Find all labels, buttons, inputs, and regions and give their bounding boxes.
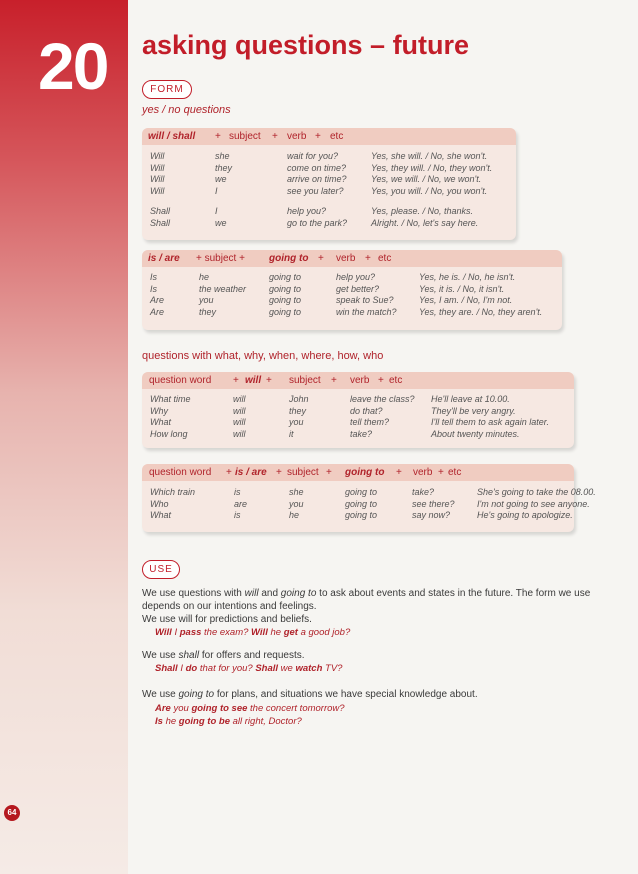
header-cell: + bbox=[272, 131, 278, 142]
header-cell: will / shall bbox=[148, 131, 196, 142]
header-cell: + bbox=[378, 375, 384, 386]
header-cell: subject bbox=[229, 131, 261, 142]
table-header bbox=[142, 372, 574, 389]
use-paragraph: We use going to for plans, and situations we have special knowledge about. bbox=[142, 689, 478, 700]
header-cell: + bbox=[365, 253, 371, 264]
header-cell: etc bbox=[448, 467, 462, 478]
header-cell: + bbox=[276, 467, 282, 478]
header-cell: is / are bbox=[235, 467, 267, 478]
header-cell: + bbox=[266, 375, 272, 386]
subhead-wh-questions: questions with what, why, when, where, how, who bbox=[142, 350, 384, 362]
header-cell: + bbox=[215, 131, 221, 142]
header-cell: question word bbox=[149, 375, 212, 386]
header-cell: + bbox=[438, 467, 444, 478]
table-question-word-going-to bbox=[142, 464, 596, 532]
table-row: Will she wait for you? Yes, she will. / No, she won't. bbox=[150, 151, 488, 161]
table-header bbox=[142, 128, 516, 145]
table-row: Who are you going to see there? I'm not going to see anyone. bbox=[150, 498, 590, 509]
header-cell: + bbox=[396, 467, 402, 478]
page-number: 64 bbox=[4, 805, 20, 821]
sidebar-band bbox=[0, 0, 128, 874]
header-cell: + bbox=[315, 131, 321, 142]
table-row: What will you tell them? I'll tell them to ask again later. bbox=[150, 417, 549, 427]
table-row: Are you going to speak to Sue? Yes, I am. / No, I'm not. bbox=[150, 295, 513, 305]
table-row: Which train is she going to take? She's going to take the 08.00. bbox=[150, 487, 596, 497]
header-cell: + bbox=[326, 467, 332, 478]
example-sentence: Shall I do that for you? Shall we watch TV? bbox=[155, 663, 343, 674]
page-title: asking questions – future bbox=[142, 30, 470, 60]
header-cell: + bbox=[318, 253, 324, 264]
table-row: What is he going to say now? He's going to apologize. bbox=[150, 510, 573, 520]
header-cell: question word bbox=[149, 467, 212, 478]
header-cell: subject bbox=[287, 467, 319, 478]
table-row: What time will John leave the class? He'll leave at 10.00. bbox=[150, 394, 510, 404]
use-paragraph: We use will for predictions and beliefs. bbox=[142, 614, 312, 625]
header-cell: + bbox=[331, 375, 337, 386]
use-label: USE bbox=[142, 560, 180, 579]
header-cell: verb bbox=[350, 375, 370, 386]
table-header bbox=[142, 464, 574, 481]
subhead-yes-no: yes / no questions bbox=[142, 104, 231, 116]
table-row: Is he going to help you? Yes, he is. / No, he isn't. bbox=[150, 272, 516, 282]
table-will-shall bbox=[142, 128, 516, 240]
table-row: Shall we go to the park? Alright. / No, let's say here. bbox=[150, 217, 479, 228]
header-cell: going to bbox=[345, 467, 385, 478]
header-cell: etc bbox=[330, 131, 344, 142]
header-cell: + bbox=[226, 467, 232, 478]
header-cell: will bbox=[245, 375, 262, 386]
table-row: Why will they do that? They'll be very angry. bbox=[150, 405, 516, 416]
table-question-word-will bbox=[142, 372, 574, 448]
header-cell: etc bbox=[378, 253, 392, 264]
example-sentence: Are you going to see the concert tomorrow? bbox=[155, 703, 345, 714]
use-paragraph: We use questions with will and going to to ask about events and states in the future. The form we use bbox=[142, 588, 591, 599]
table-row: Will we arrive on time? Yes, we will. / No, we won't. bbox=[150, 174, 482, 184]
table-header bbox=[142, 250, 562, 267]
table-row: Are they going to win the match? Yes, they are. / No, they aren't. bbox=[150, 306, 543, 317]
example-sentence: Will I pass the exam? Will he get a good job? bbox=[155, 627, 351, 638]
header-cell: verb bbox=[336, 253, 356, 264]
use-paragraph: depends on our intentions and feelings. bbox=[142, 601, 317, 612]
header-cell: going to bbox=[269, 253, 309, 264]
header-cell: verb bbox=[413, 467, 433, 478]
header-cell: verb bbox=[287, 131, 307, 142]
example-sentence: Is he going to be all right, Doctor? bbox=[155, 716, 302, 727]
table-row: How long will it take? About twenty minutes. bbox=[150, 428, 520, 439]
table-row: Will they come on time? Yes, they will. / No, they won't. bbox=[150, 162, 493, 173]
table-is-are-going-to bbox=[142, 250, 562, 330]
form-label: FORM bbox=[142, 80, 192, 99]
header-cell: + subject + bbox=[196, 253, 245, 264]
header-cell: is / are bbox=[148, 253, 180, 264]
table-row: Is the weather going to get better? Yes, it is. / No, it isn't. bbox=[150, 283, 505, 294]
header-cell: + bbox=[233, 375, 239, 386]
table-row: Will I see you later? Yes, you will. / No, you won't. bbox=[150, 185, 488, 196]
header-cell: etc bbox=[389, 375, 403, 386]
use-paragraph: We use shall for offers and requests. bbox=[142, 650, 305, 661]
table-row: Shall I help you? Yes, please. / No, thanks. bbox=[150, 206, 474, 216]
header-cell: subject bbox=[289, 375, 321, 386]
unit-number: 20 bbox=[38, 29, 108, 103]
